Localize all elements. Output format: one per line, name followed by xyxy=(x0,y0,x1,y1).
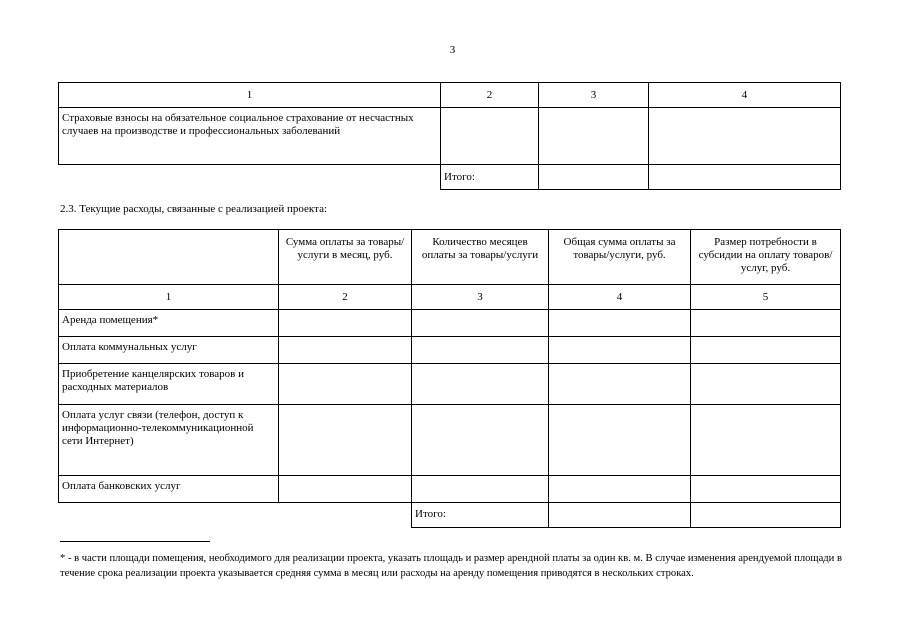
column-number: 3 xyxy=(412,285,549,310)
empty-cell xyxy=(59,503,279,528)
footnote-divider xyxy=(60,541,210,542)
table-header-cell: 3 xyxy=(539,83,649,108)
table-header-cell: Размер потребности в субсидии на оплату товаров/услуг, руб. xyxy=(691,230,841,285)
total-row xyxy=(59,165,841,190)
row-label: Страховые взносы на обязательное социальное страхование от несчастных случаев на производстве и профессиональных заболеваний xyxy=(59,108,441,165)
table-cell xyxy=(279,337,412,364)
total-row xyxy=(59,503,841,528)
empty-cell xyxy=(279,503,412,528)
section-title: 2.3. Текущие расходы, связанные с реализацией проекта: xyxy=(60,203,328,215)
row-label: Оплата услуг связи (телефон, доступ к информационно-телекоммуникационной сети Интернет) xyxy=(59,405,279,476)
table-cell xyxy=(539,108,649,165)
table-cell xyxy=(691,476,841,503)
column-number: 2 xyxy=(279,285,412,310)
table-header-cell: 4 xyxy=(649,83,841,108)
row-label: Оплата банковских услуг xyxy=(59,476,279,503)
column-number: 1 xyxy=(59,285,279,310)
table-row xyxy=(59,364,841,405)
footnote: * - в части площади помещения, необходимого для реализации проекта, указать площадь и размер арендной платы за один кв. м. В случае изменения арендуемой площади в течение срока реализации проекта указывается средняя сумма в месяц или расходы на аренду помещения приводятся в нескольких строках. xyxy=(60,553,842,579)
row-label: Приобретение канцелярских товаров и расходных материалов xyxy=(59,364,279,405)
table-cell xyxy=(539,165,649,190)
table-cell xyxy=(412,310,549,337)
total-label: Итого: xyxy=(441,165,539,190)
table-cell xyxy=(649,108,841,165)
empty-cell xyxy=(59,165,441,190)
column-number: 4 xyxy=(549,285,691,310)
table-header-row xyxy=(59,83,841,108)
table-cell xyxy=(441,108,539,165)
table-header-cell: 2 xyxy=(441,83,539,108)
table-cell xyxy=(549,405,691,476)
current-expenses-table xyxy=(58,229,841,528)
table-header-cell: Сумма оплаты за товары/услуги в месяц, руб. xyxy=(279,230,412,285)
row-label: Оплата коммунальных услуг xyxy=(59,337,279,364)
table-cell xyxy=(549,310,691,337)
table-cell xyxy=(412,364,549,405)
row-label: Аренда помещения* xyxy=(59,310,279,337)
column-numbers-row xyxy=(59,285,841,310)
table-cell xyxy=(412,476,549,503)
table-cell xyxy=(412,337,549,364)
table-cell xyxy=(691,337,841,364)
table-row xyxy=(59,108,841,165)
table-cell xyxy=(549,337,691,364)
table-row xyxy=(59,476,841,503)
table-cell xyxy=(691,310,841,337)
table-cell xyxy=(549,503,691,528)
table-cell xyxy=(649,165,841,190)
table-cell xyxy=(549,476,691,503)
table-cell xyxy=(279,476,412,503)
table-header-cell: Количество месяцев оплаты за товары/услуги xyxy=(412,230,549,285)
table-cell xyxy=(412,405,549,476)
table-header-row xyxy=(59,230,841,285)
table-cell xyxy=(691,503,841,528)
table-header-cell: Общая сумма оплаты за товары/услуги, руб. xyxy=(549,230,691,285)
table-cell xyxy=(549,364,691,405)
table-row xyxy=(59,310,841,337)
table-cell xyxy=(279,405,412,476)
total-label: Итого: xyxy=(412,503,549,528)
table-cell xyxy=(279,310,412,337)
table-header-cell: 1 xyxy=(59,83,441,108)
table-cell xyxy=(691,405,841,476)
table-header-cell xyxy=(59,230,279,285)
table-row xyxy=(59,337,841,364)
page-number: 3 xyxy=(449,44,456,56)
table-cell xyxy=(279,364,412,405)
table-cell xyxy=(691,364,841,405)
column-number: 5 xyxy=(691,285,841,310)
insurance-table xyxy=(58,82,841,190)
table-row xyxy=(59,405,841,476)
